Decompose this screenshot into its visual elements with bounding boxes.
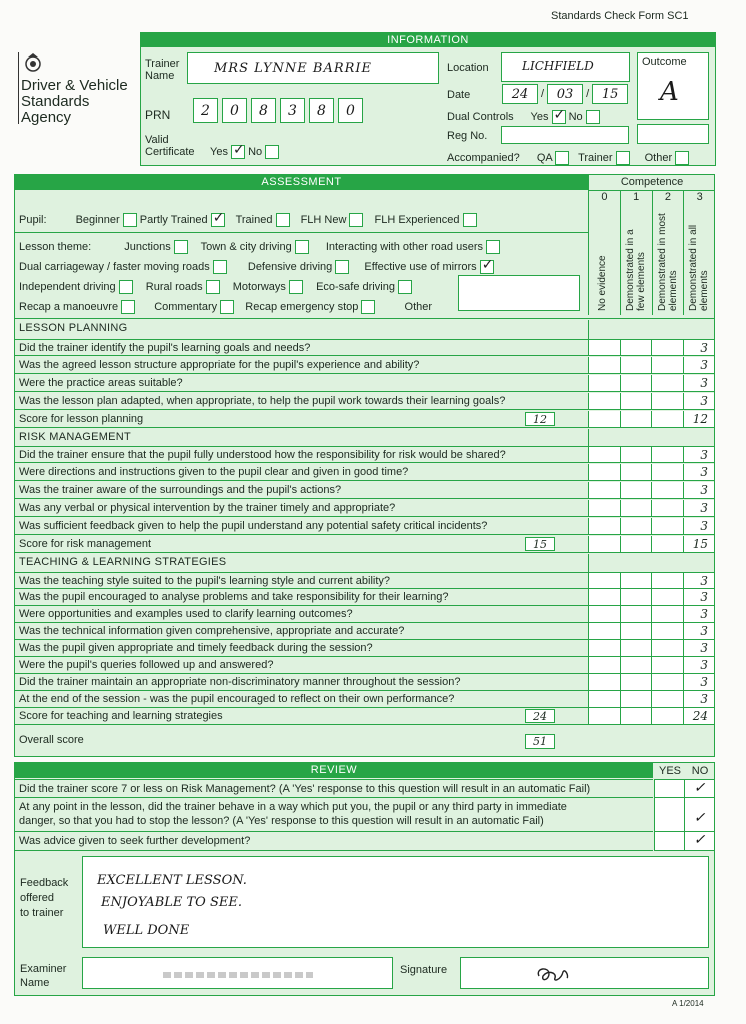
lp-score: 3: [683, 393, 715, 409]
valid-no-label: No: [248, 145, 263, 158]
feedback-label-2: offered: [20, 892, 55, 904]
pupil-label: Pupil:: [19, 213, 47, 226]
competence-desc-2: Demonstrated in most elements: [657, 213, 679, 311]
risk-score-row[interactable]: [588, 500, 714, 517]
feedback-line: WELL DONE: [103, 923, 190, 938]
tl-score: 3: [683, 573, 715, 588]
lp-score: 3: [683, 357, 715, 373]
agency-name-3: Agency: [21, 109, 72, 126]
agency-logo: [14, 52, 134, 132]
tl-question: Was the pupil given appropriate and timely feedback during the session?: [15, 640, 588, 657]
risk-total-row[interactable]: [588, 536, 714, 553]
pupil-opt-trained: Trained: [235, 213, 273, 226]
competence-desc-1: Demonstrated in a few elements: [625, 229, 647, 311]
pupil-partly-checkbox[interactable]: [211, 210, 225, 227]
tl-score: 3: [683, 674, 715, 690]
tl-score-row[interactable]: [588, 623, 714, 640]
dual-no-label: No: [568, 110, 583, 123]
theme-motorways-checkbox[interactable]: [289, 280, 303, 294]
review-q3: Was advice given to seek further development?: [15, 832, 653, 851]
outcome-label: Outcome: [642, 56, 687, 68]
tl-score: 3: [683, 640, 715, 656]
dual-yes-checkbox[interactable]: [552, 107, 566, 124]
tl-question: Was the teaching style suited to the pupil's learning style and current ability?: [15, 572, 588, 589]
location-value: LICHFIELD: [522, 59, 594, 73]
prn-digit: 8: [251, 98, 276, 123]
risk-score: 3: [683, 464, 715, 480]
valid-cert-options: [210, 142, 279, 159]
risk-question: Was the trainer aware of the surroundings and the pupil's actions?: [15, 482, 588, 499]
trainer-name-label-1: Trainer: [145, 58, 180, 70]
risk-question: Did the trainer ensure that the pupil fully understood how the responsibility for risk would be shared?: [15, 446, 588, 463]
tl-question: Was the technical information given comprehensive, appropriate and accurate?: [15, 623, 588, 640]
theme-defensive: Defensive driving: [247, 260, 333, 273]
theme-commentary-checkbox[interactable]: [220, 300, 234, 314]
dual-controls-label: Dual Controls: [447, 110, 514, 123]
lp-score-row[interactable]: [588, 339, 714, 356]
check-icon: ✓: [233, 142, 245, 158]
tl-question: Were the pupil's queries followed up and answered?: [15, 657, 588, 674]
lp-total[interactable]: 12: [525, 412, 555, 426]
risk-total-3: 15: [683, 536, 715, 552]
date-month: 03: [547, 84, 583, 104]
theme-other-field[interactable]: [458, 275, 580, 311]
prn-digit: 0: [338, 98, 363, 123]
prn-digit: 8: [309, 98, 334, 123]
feedback-field[interactable]: [82, 856, 709, 948]
risk-question: Were directions and instructions given to the pupil clear and given in good time?: [15, 464, 588, 481]
location-field[interactable]: [501, 52, 630, 82]
tl-score: 3: [683, 623, 715, 639]
valid-cert-label-1: Valid: [145, 134, 169, 146]
prn-digit: 3: [280, 98, 305, 123]
pupil-opt-flh-exp: FLH Experienced: [374, 213, 460, 226]
tl-score-row[interactable]: [588, 589, 714, 606]
risk-score-row[interactable]: [588, 446, 714, 463]
pupil-flh-exp-checkbox[interactable]: [463, 213, 477, 227]
review-q2-line1: At any point in the lesson, did the trainer behave in a way which put you, the pupil or any third party in immediate: [19, 801, 567, 813]
date-year: 15: [592, 84, 628, 104]
tl-score-row[interactable]: [588, 572, 714, 589]
theme-other: Other: [404, 300, 433, 313]
theme-eco: Eco-safe driving: [316, 280, 395, 293]
tl-total-label: Score for teaching and learning strategies: [15, 708, 588, 725]
risk-question: Was any verbal or physical intervention by the trainer timely and appropriate?: [15, 500, 588, 517]
review-q1-yes[interactable]: [654, 779, 684, 798]
theme-town: Town & city driving: [200, 240, 292, 253]
theme-independent-checkbox[interactable]: [119, 280, 133, 294]
themes-row-1: [19, 240, 500, 254]
examiner-label-2: Name: [20, 977, 50, 989]
review-q3-yes[interactable]: [654, 832, 684, 851]
competence-header: [588, 175, 715, 315]
theme-junctions-checkbox[interactable]: [174, 240, 188, 254]
review-q2: [15, 798, 653, 832]
valid-yes-checkbox[interactable]: [231, 142, 245, 159]
tl-total-row[interactable]: [588, 708, 714, 725]
competence-desc-0: No evidence: [597, 255, 608, 311]
review-q2-no[interactable]: ✓: [684, 798, 714, 832]
competence-label: Competence: [589, 175, 715, 191]
risk-total[interactable]: 15: [525, 537, 555, 551]
theme-recap-es-checkbox[interactable]: [361, 300, 375, 314]
tl-score-row[interactable]: [588, 657, 714, 674]
overall-score[interactable]: 51: [525, 734, 555, 749]
tl-score: 3: [683, 606, 715, 622]
outcome-box[interactable]: [637, 52, 709, 120]
dual-yes-label: Yes: [530, 110, 549, 123]
check-icon: ✓: [212, 210, 225, 226]
tl-question: At the end of the session - was the pupil encouraged to reflect on their own performance?: [15, 691, 588, 708]
tl-question: Did the trainer maintain an appropriate non-discriminatory manner throughout the session?: [15, 674, 588, 691]
examiner-label-1: Examiner: [20, 963, 67, 975]
prn-field[interactable]: [193, 98, 363, 123]
risk-total-label: Score for risk management: [15, 536, 588, 553]
tl-score: 3: [683, 691, 715, 707]
valid-cert-label-2: Certificate: [145, 146, 195, 158]
teaching-title: TEACHING & LEARNING STRATEGIES: [19, 556, 227, 568]
pupil-trained-checkbox[interactable]: [276, 213, 290, 227]
tl-total[interactable]: 24: [525, 709, 555, 723]
risk-score-row[interactable]: [588, 518, 714, 535]
reg-label: Reg No.: [447, 130, 488, 142]
themes-row-4: [19, 300, 432, 314]
risk-score-row[interactable]: [588, 464, 714, 481]
tl-question: Was the pupil encouraged to analyse problems and take responsibility for their learning?: [15, 589, 588, 606]
agency-name-1: Driver & Vehicle: [21, 77, 128, 94]
theme-commentary: Commentary: [154, 300, 218, 313]
agency-name-2: Standards: [21, 93, 90, 110]
tl-score: 3: [683, 657, 715, 673]
risk-score: 3: [683, 518, 715, 534]
theme-motorways: Motorways: [232, 280, 286, 293]
tl-total-3: 24: [683, 708, 715, 724]
dual-controls-row: [447, 107, 600, 124]
prn-digit: 2: [193, 98, 218, 123]
pupil-beginner-checkbox[interactable]: [123, 213, 137, 227]
tl-score-row[interactable]: [588, 640, 714, 657]
accompanied-label: Accompanied?: [447, 151, 520, 164]
competence-desc-3: Demonstrated in all elements: [688, 224, 710, 311]
theme-eco-checkbox[interactable]: [398, 280, 412, 294]
lp-total-label: Score for lesson planning: [15, 411, 588, 428]
lp-total-3: 12: [683, 411, 715, 427]
lp-score: 3: [683, 340, 715, 355]
review-header: REVIEW: [15, 763, 653, 778]
tl-score-row[interactable]: [588, 606, 714, 623]
date-day: 24: [502, 84, 538, 104]
signature-label: Signature: [400, 964, 448, 976]
pupil-opt-beginner: Beginner: [75, 213, 120, 226]
theme-recap-es: Recap emergency stop: [245, 300, 359, 313]
tl-question: Were opportunities and examples used to clarify learning outcomes?: [15, 606, 588, 623]
footer-code: A 1/2014: [672, 999, 704, 1008]
lp-question: Was the lesson plan adapted, when appropriate, to help the pupil work towards their learning goals?: [15, 393, 588, 410]
acc-other-label: Other: [644, 151, 673, 164]
pupil-opt-partly: Partly Trained: [139, 213, 208, 226]
tl-score-row[interactable]: [588, 691, 714, 708]
lp-score-row[interactable]: [588, 357, 714, 374]
feedback-label-1: Feedback: [20, 877, 69, 889]
valid-no-checkbox[interactable]: [265, 145, 279, 159]
tl-score-row[interactable]: [588, 674, 714, 691]
review-q3-no[interactable]: ✓: [684, 832, 714, 851]
lesson-planning-title: LESSON PLANNING: [19, 322, 128, 334]
lp-total-row[interactable]: [588, 411, 714, 428]
lp-question: Were the practice areas suitable?: [15, 375, 588, 392]
check-icon: ✓: [553, 107, 566, 123]
check-icon: ✓: [481, 257, 494, 273]
themes-row-2: [19, 257, 494, 274]
date-field[interactable]: 24 / 03 / 15: [502, 84, 628, 104]
signature-field[interactable]: [460, 957, 709, 989]
redacted-name: [163, 972, 313, 978]
theme-interacting: Interacting with other road users: [325, 240, 483, 253]
theme-independent: Independent driving: [19, 280, 116, 293]
feedback-line: EXCELLENT LESSON.: [97, 873, 247, 888]
theme-dual-checkbox[interactable]: [213, 260, 227, 274]
prn-digit: 0: [222, 98, 247, 123]
valid-yes-label: Yes: [210, 145, 228, 158]
pupil-flh-new-checkbox[interactable]: [349, 213, 363, 227]
theme-interacting-checkbox[interactable]: [486, 240, 500, 254]
competence-col-1: 1: [620, 191, 652, 207]
competence-col-0: 0: [601, 191, 608, 203]
tl-score: 3: [683, 589, 715, 605]
outcome-extra-box: [637, 124, 709, 144]
theme-dual: Dual carriageway / faster moving roads: [19, 260, 210, 273]
information-header: INFORMATION: [141, 33, 715, 47]
risk-score: 3: [683, 500, 715, 516]
examiner-name-field[interactable]: [82, 957, 393, 989]
acc-trainer-checkbox[interactable]: [616, 151, 630, 165]
reg-field[interactable]: [501, 126, 629, 144]
risk-question: Was sufficient feedback given to help the pupil understand any potential safety critical incidents?: [15, 518, 588, 535]
trainer-name-field[interactable]: [187, 52, 439, 84]
acc-qa-label: QA: [536, 151, 553, 164]
lp-question: Did the trainer identify the pupil's learning goals and needs?: [15, 339, 588, 356]
theme-town-checkbox[interactable]: [295, 240, 309, 254]
lp-score: 3: [683, 375, 715, 391]
overall-label: Overall score: [19, 734, 84, 746]
review-yes-label: YES: [658, 765, 681, 777]
signature-mark: [533, 962, 573, 986]
theme-rural: Rural roads: [145, 280, 203, 293]
date-label: Date: [447, 89, 471, 101]
pupil-opt-flh-new: FLH New: [300, 213, 347, 226]
lesson-theme-label: Lesson theme:: [19, 240, 92, 253]
review-q1: Did the trainer score 7 or less on Risk Management? (A 'Yes' response to this question will result in an automatic Fail): [15, 779, 653, 798]
review-q1-no[interactable]: ✓: [684, 779, 714, 798]
feedback-line: ENJOYABLE TO SEE.: [101, 895, 242, 910]
risk-score: 3: [683, 482, 715, 498]
risk-score: 3: [683, 447, 715, 462]
review-q2-yes[interactable]: [654, 798, 684, 832]
theme-recap-manoeuvre-checkbox[interactable]: [121, 300, 135, 314]
competence-col-2: 2: [652, 191, 684, 207]
themes-row-3: [19, 280, 412, 294]
outcome-value: A: [660, 77, 679, 107]
dual-no-checkbox[interactable]: [586, 110, 600, 124]
lp-score-row[interactable]: [588, 393, 714, 410]
theme-defensive-checkbox[interactable]: [335, 260, 349, 274]
theme-junctions: Junctions: [124, 240, 171, 253]
review-no-label: NO: [691, 765, 709, 777]
lp-question: Was the agreed lesson structure appropriate for the pupil's experience and ability?: [15, 357, 588, 374]
risk-title: RISK MANAGEMENT: [19, 431, 132, 443]
acc-trainer-label: Trainer: [578, 151, 613, 164]
location-label: Location: [447, 62, 489, 74]
theme-mirrors-checkbox[interactable]: [480, 257, 494, 274]
lp-score-row[interactable]: [588, 375, 714, 392]
theme-recap-manoeuvre: Recap a manoeuvre: [19, 300, 119, 313]
acc-other-checkbox[interactable]: [675, 151, 689, 165]
feedback-label-3: to trainer: [20, 907, 64, 919]
trainer-name-value: MRS LYNNE BARRIE: [214, 61, 373, 76]
accompanied-row: [447, 151, 689, 165]
theme-rural-checkbox[interactable]: [206, 280, 220, 294]
prn-label: PRN: [145, 108, 171, 122]
risk-score-row[interactable]: [588, 482, 714, 499]
competence-col-3: 3: [683, 191, 715, 207]
assessment-header: ASSESSMENT: [15, 175, 588, 190]
crest-icon: [22, 52, 44, 74]
theme-mirrors: Effective use of mirrors: [364, 260, 477, 273]
form-title: Standards Check Form SC1: [551, 10, 689, 22]
review-q2-line2: danger, so that you had to stop the lesson? (A 'Yes' response to this question will result in an automatic Fail): [19, 815, 544, 827]
trainer-name-label-2: Name: [145, 70, 175, 82]
pupil-row: [19, 210, 477, 227]
acc-qa-checkbox[interactable]: [555, 151, 569, 165]
